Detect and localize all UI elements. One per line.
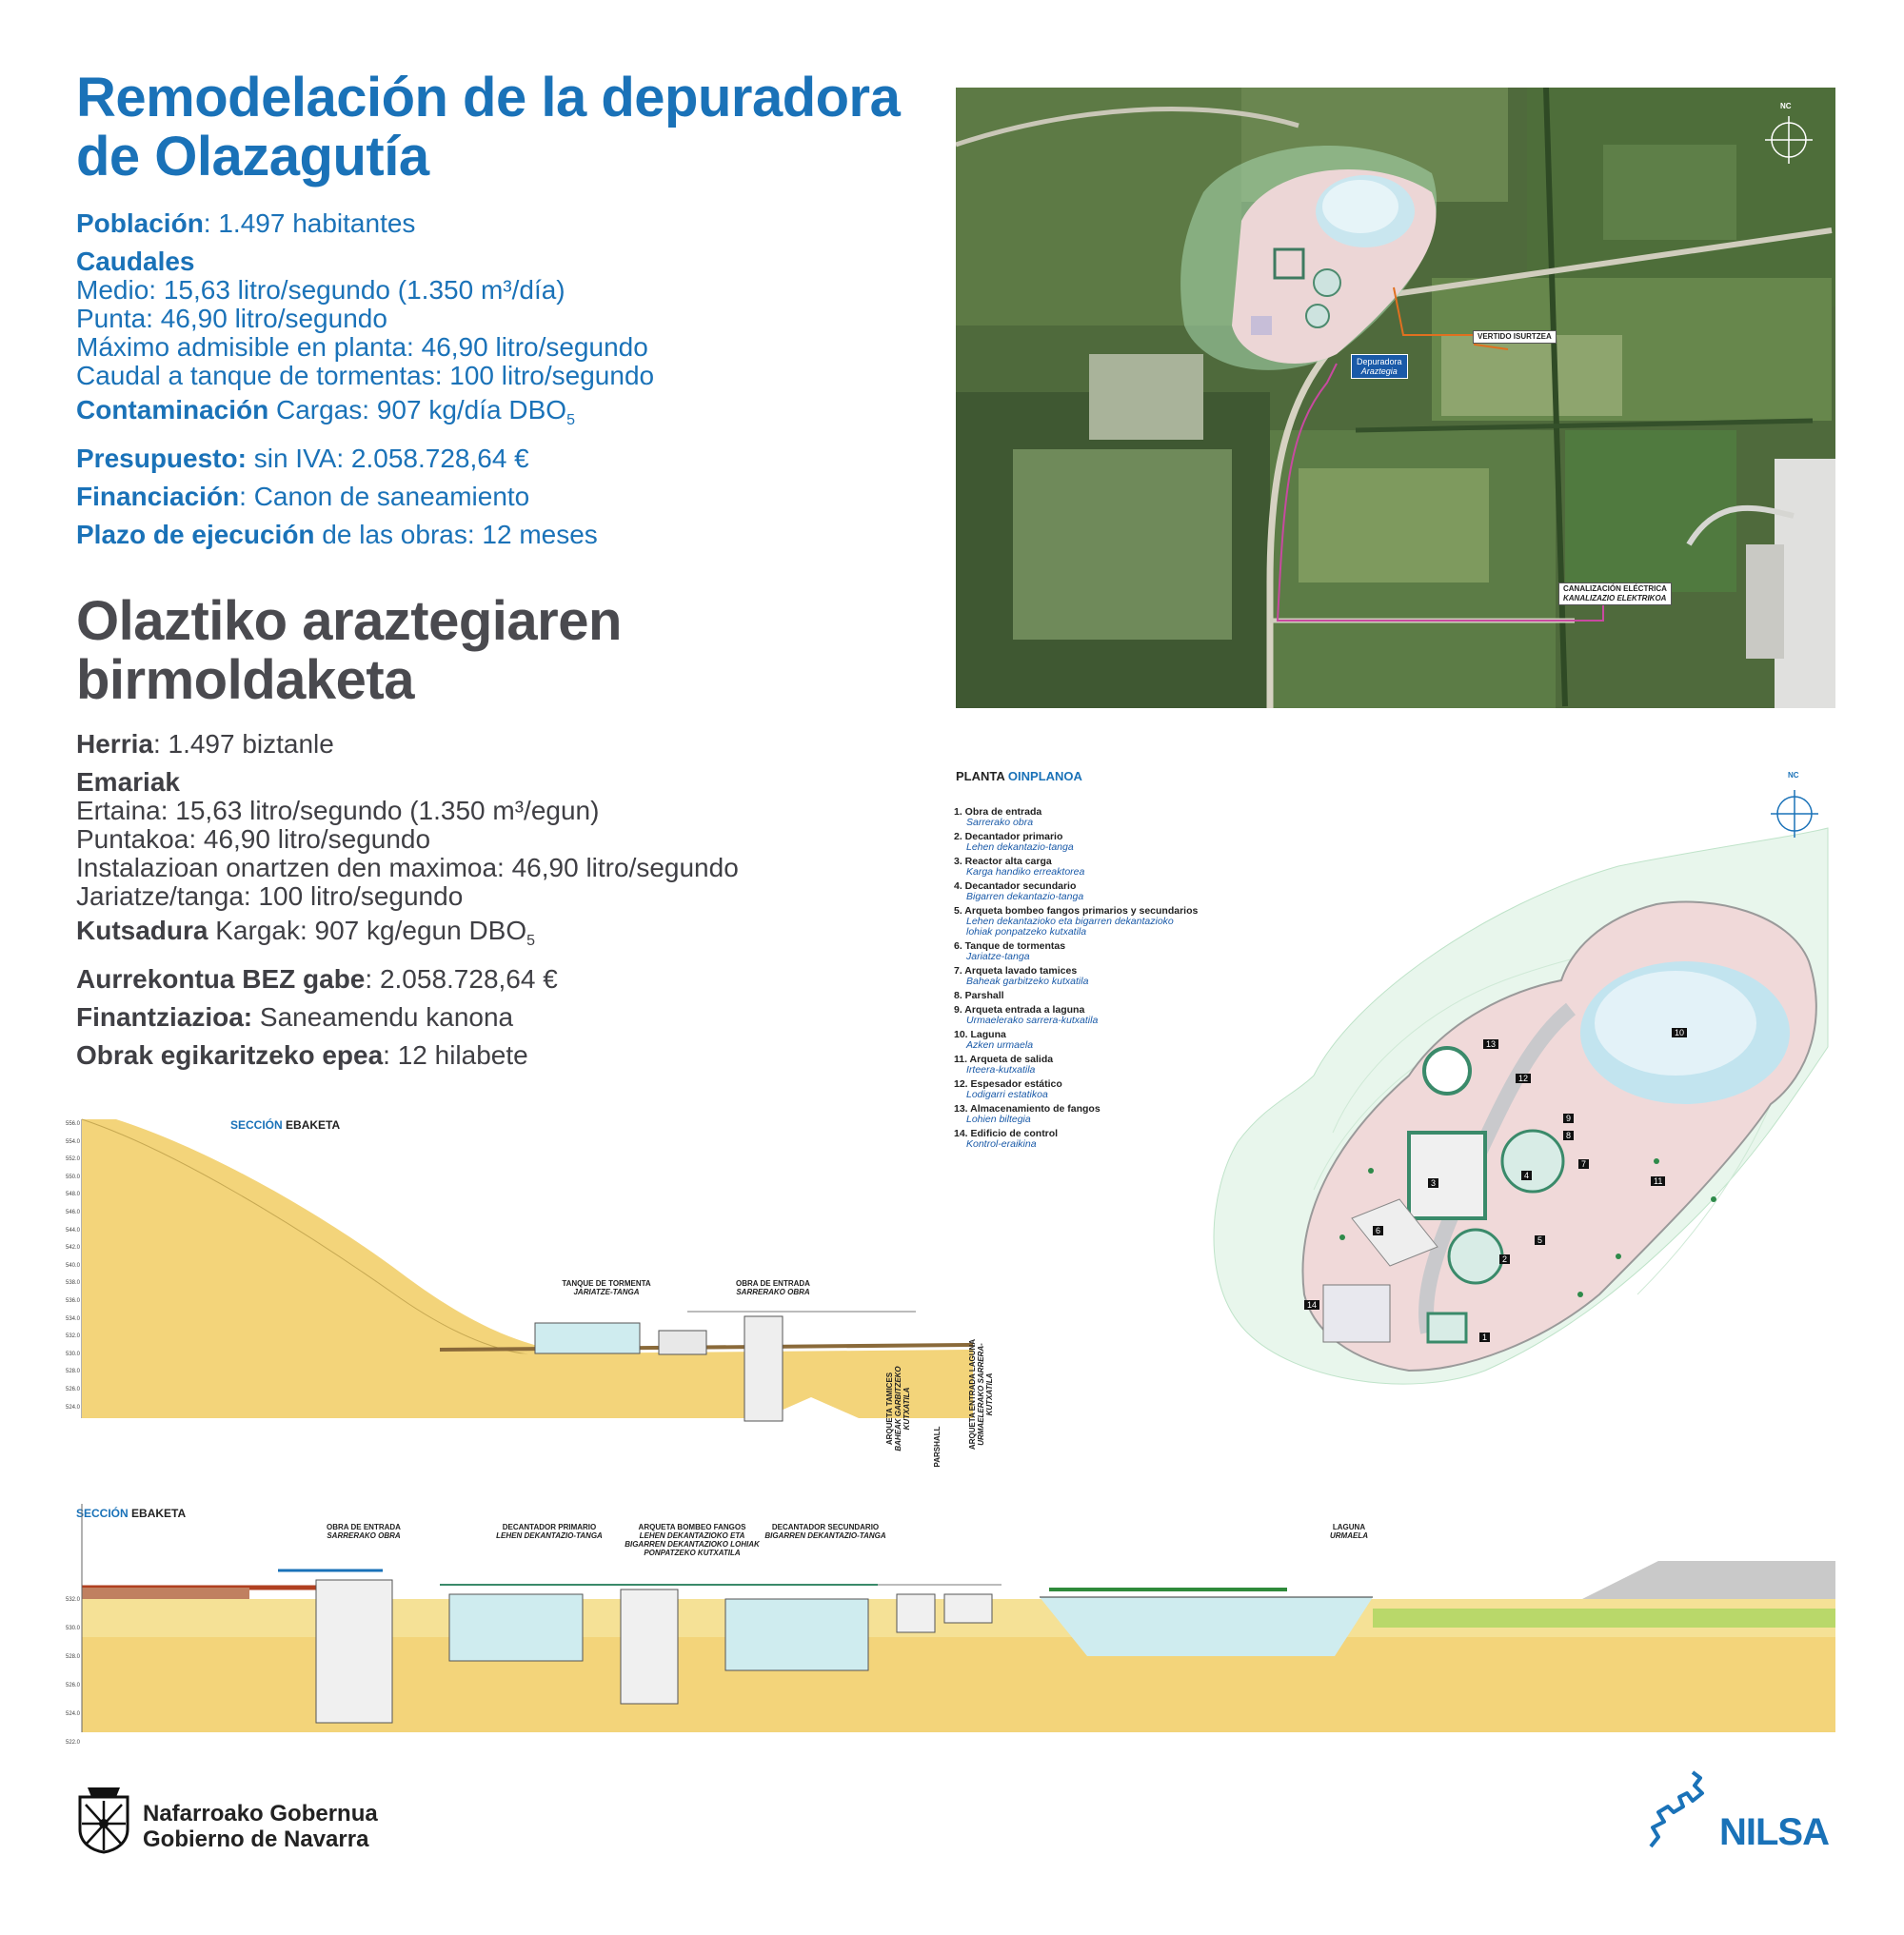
section2-obra-label: OBRA DE ENTRADA SARRERAKO OBRA [327, 1523, 401, 1540]
canal-callout-es: CANALIZACIÓN ELÉCTRICA [1563, 584, 1667, 593]
section2-laguna-label: LAGUNA URMAELA [1330, 1523, 1368, 1540]
emariak-label: Emariak [76, 767, 180, 797]
herria-label: Herria [76, 729, 153, 759]
contaminacion-value: Cargas: 907 kg/día DBO [268, 395, 567, 425]
government-name [143, 1801, 378, 1852]
aerial-photo [956, 88, 1835, 708]
plan-north-label: NC [1788, 771, 1799, 780]
nilsa-name: NILSA [1719, 1811, 1829, 1853]
legend-item: 12. Espesador estático Lodigarri estatikoa [954, 1078, 1062, 1100]
legend-item: 6. Tanque de tormentas Jariatze-tanga [954, 940, 1066, 962]
nilsa-logo-icon [1645, 1768, 1721, 1850]
section2-title-es: SECCIÓN [76, 1507, 129, 1520]
section1-obra-label: OBRA DE ENTRADA SARRERAKO OBRA [736, 1279, 810, 1296]
title-eu: Olaztiko araztegiaren birmoldaketa [76, 590, 622, 711]
plan-tag: 1 [1479, 1333, 1490, 1342]
plant-callout-eu: Araztegia [1360, 366, 1398, 376]
caudales-line: Punta: 46,90 litro/segundo [76, 304, 387, 333]
poblacion-value: : 1.497 habitantes [203, 208, 416, 238]
plan-tag: 14 [1304, 1300, 1319, 1310]
legend-item: 10. Laguna Azken urmaela [954, 1029, 1034, 1051]
info-es [76, 209, 933, 559]
caudales-line: Caudal a tanque de tormentas: 100 litro/segundo [76, 361, 655, 390]
plan-tag: 12 [1516, 1074, 1531, 1083]
kutsadura-sub: 5 [526, 933, 536, 949]
north-label: NC [1780, 102, 1792, 110]
plan-tag: 8 [1563, 1131, 1574, 1140]
section2-entlag-label: ARQUETA ENTRADA LAGUNA URMAELERAKO SARRERA-KUTXATILA [968, 1338, 994, 1451]
emariak-line: Puntakoa: 46,90 litro/segundo [76, 824, 431, 854]
section2-tamices-label: ARQUETA TAMICES BAHEAK GARBITZEKO KUTXATILA [885, 1366, 911, 1451]
kutsadura-value: Kargak: 907 kg/egun DBO [208, 916, 527, 945]
plan-tag: 13 [1483, 1039, 1498, 1049]
legend-item: 3. Reactor alta carga Karga handiko erreaktorea [954, 856, 1085, 878]
contaminacion-label: Contaminación [76, 395, 269, 425]
presupuesto-label: Presupuesto: [76, 444, 247, 473]
vertido-callout: VERTIDO ISURTZEA [1473, 330, 1557, 344]
legend-item: 5. Arqueta bombeo fangos primarios y secundarios Lehen dekantazioko eta bigarren dekantazioko lohiak ponpatzeko kutxatila [954, 905, 1199, 938]
plant-callout [1351, 354, 1408, 379]
info-eu [76, 730, 933, 1079]
gov-es: Gobierno de Navarra [143, 1826, 369, 1852]
site-plan [1123, 761, 1847, 1447]
section2-arqueta-label: ARQUETA BOMBEO FANGOS LEHEN DEKANTAZIOKO ETA BIGARREN DEKANTAZIOKO LOHIAK PONPATZEKO KUTXATILA [625, 1523, 760, 1557]
section1-drawing [59, 1112, 973, 1428]
section1-tanque-label: TANQUE DE TORMENTA JARIATZE-TANGA [562, 1279, 651, 1296]
plazo-label: Plazo de ejecución [76, 520, 315, 549]
emariak-line: Instalazioan onartzen den maximoa: 46,90 litro/segundo [76, 853, 739, 882]
section1-title-eu: EBAKETA [286, 1118, 341, 1132]
gov-eu: Nafarroako Gobernua [143, 1801, 378, 1826]
legend-item: 11. Arqueta de salida Irteera-kutxatila [954, 1054, 1054, 1076]
obrak-value: : 12 hilabete [383, 1040, 528, 1070]
emariak-line: Jariatze/tanga: 100 litro/segundo [76, 881, 464, 911]
contaminacion-sub: 5 [566, 412, 575, 428]
section2-drawing [59, 1338, 1835, 1746]
section2-decsec-label: DECANTADOR SECUNDARIO BIGARREN DEKANTAZIO-TANGA [764, 1523, 886, 1540]
aurrekontua-value: : 2.058.728,64 € [365, 964, 558, 994]
plan-title [956, 769, 1082, 783]
caudales-line: Máximo admisible en planta: 46,90 litro/segundo [76, 332, 648, 362]
plan-tag: 3 [1428, 1178, 1438, 1188]
financiacion-value: : Canon de saneamiento [239, 482, 530, 511]
finantziazioa-value: Saneamendu kanona [252, 1002, 514, 1032]
aurrekontua-label: Aurrekontua BEZ gabe [76, 964, 366, 994]
legend-item: 8. Parshall [954, 990, 1004, 1001]
plan-tag: 10 [1672, 1028, 1687, 1037]
caudales-label: Caudales [76, 247, 195, 276]
section2-axis: 532.0 530.0 528.0 526.0 524.0 522.0 [65, 1597, 80, 1746]
plan-tag: 4 [1521, 1171, 1532, 1180]
legend-item: 1. Obra de entrada Sarrerako obra [954, 806, 1042, 828]
finantziazioa-label: Finantziazioa: [76, 1002, 253, 1032]
section2-title-eu: EBAKETA [131, 1507, 187, 1520]
legend-item: 7. Arqueta lavado tamices Baheak garbitzeko kutxatila [954, 965, 1089, 987]
legend-item: 13. Almacenamiento de fangos Lohien biltegia [954, 1103, 1101, 1125]
legend-item: 4. Decantador secundario Bigarren dekantazio-tanga [954, 880, 1084, 902]
section1-axis: 556.0 554.0 552.0 550.0 548.0 546.0 544.0 542.0 540.0 538.0 536.0 534.0 532.0 530.0 528.0 526.0 524.0 [65, 1121, 80, 1411]
title-es: Remodelación de la depuradora de Olazagutía [76, 67, 901, 188]
legend-item: 14. Edificio de control Kontrol-eraikina [954, 1128, 1059, 1150]
legend-item: 2. Decantador primario Lehen dekantazio-tanga [954, 831, 1074, 853]
section2-parshall-label: PARSHALL [933, 1426, 942, 1468]
section1-title-es: SECCIÓN [230, 1118, 283, 1132]
site-plan-graphic [1123, 761, 1847, 1447]
poblacion-label: Población [76, 208, 204, 238]
herria-value: : 1.497 biztanle [152, 729, 334, 759]
canal-callout [1558, 582, 1672, 605]
navarra-coat-of-arms-icon [76, 1784, 131, 1854]
section1-graphic [59, 1112, 973, 1428]
plan-tag: 6 [1373, 1226, 1383, 1235]
caudales-line: Medio: 15,63 litro/segundo (1.350 m³/día) [76, 275, 565, 305]
legend-item: 9. Arqueta entrada a laguna Urmaelerako sarrera-kutxatila [954, 1004, 1099, 1026]
obrak-label: Obrak egikaritzeko epea [76, 1040, 384, 1070]
plan-tag: 5 [1535, 1235, 1545, 1245]
financiacion-label: Financiación [76, 482, 240, 511]
plan-title-es: PLANTA [956, 769, 1005, 783]
plan-tag: 11 [1651, 1176, 1665, 1186]
plazo-value: de las obras: 12 meses [314, 520, 598, 549]
canal-callout-eu: KANALIZAZIO ELEKTRIKOA [1563, 594, 1667, 602]
presupuesto-value: sin IVA: 2.058.728,64 € [246, 444, 529, 473]
emariak-line: Ertaina: 15,63 litro/segundo (1.350 m³/egun) [76, 796, 600, 825]
plan-tag: 9 [1563, 1114, 1574, 1123]
section2-decprim-label: DECANTADOR PRIMARIO LEHEN DEKANTAZIO-TANGA [496, 1523, 603, 1540]
kutsadura-label: Kutsadura [76, 916, 208, 945]
plan-tag: 7 [1578, 1159, 1589, 1169]
plant-callout-es: Depuradora [1357, 357, 1402, 366]
plan-title-eu: OINPLANOA [1007, 769, 1082, 783]
plan-tag: 2 [1499, 1254, 1510, 1264]
aerial-map-graphic [956, 88, 1835, 708]
